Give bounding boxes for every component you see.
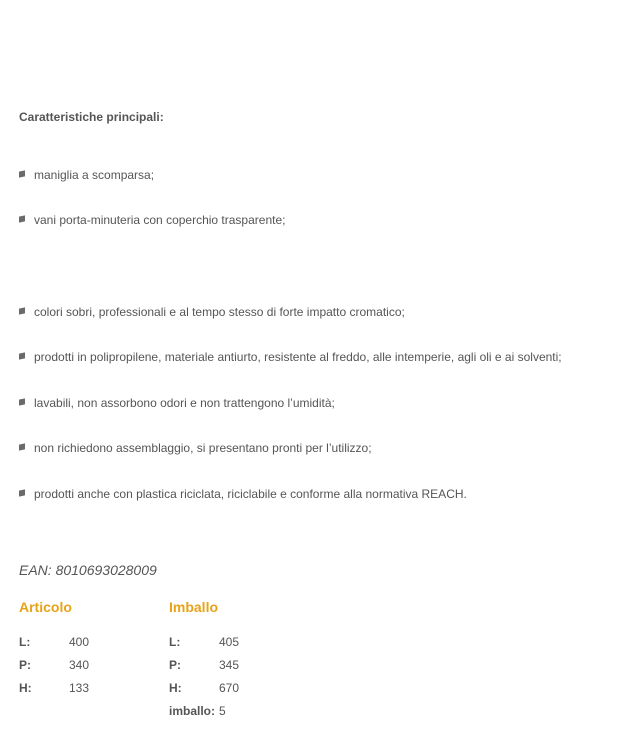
section-title: Caratteristiche principali: [19,110,164,124]
feature-text: lavabili, non assorbono odori e non trattengono l’umidità; [34,396,335,410]
spec-value: 405 [219,635,240,649]
spec-label: H: [19,681,32,695]
spec-value: 670 [219,681,240,695]
square-bullet-icon [19,215,25,222]
feature-text: prodotti anche con plastica riciclata, riciclabile e conforme alla normativa REACH. [34,487,467,501]
square-bullet-icon [19,489,25,496]
spec-value: 340 [69,658,90,672]
spec-label: H: [169,681,182,695]
feature-text: prodotti in polipropilene, materiale antiurto, resistente al freddo, alle intemperie, agli oli e ai solventi; [34,350,562,364]
spec-label: imballo: [169,704,216,718]
spec-value: 5 [219,704,226,718]
spec-label: P: [169,658,181,672]
articolo-heading: Articolo [19,599,72,615]
spec-label: P: [19,658,31,672]
imballo-heading: Imballo [169,599,219,615]
spec-value: 133 [69,681,90,695]
square-bullet-icon [19,443,25,450]
square-bullet-icon [19,398,25,405]
spec-value: 345 [219,658,240,672]
ean-code: EAN: 8010693028009 [19,562,157,578]
square-bullet-icon [19,170,25,177]
spec-value: 400 [69,635,90,649]
spec-label: L: [169,635,181,649]
feature-text: colori sobri, professionali e al tempo stesso di forte impatto cromatico; [34,305,405,319]
square-bullet-icon [19,307,25,314]
spec-label: L: [19,635,31,649]
square-bullet-icon [19,352,25,359]
feature-text: maniglia a scomparsa; [34,168,155,182]
feature-text: vani porta-minuteria con coperchio trasparente; [34,213,286,227]
feature-text: non richiedono assemblaggio, si presentano pronti per l’utilizzo; [34,441,372,455]
